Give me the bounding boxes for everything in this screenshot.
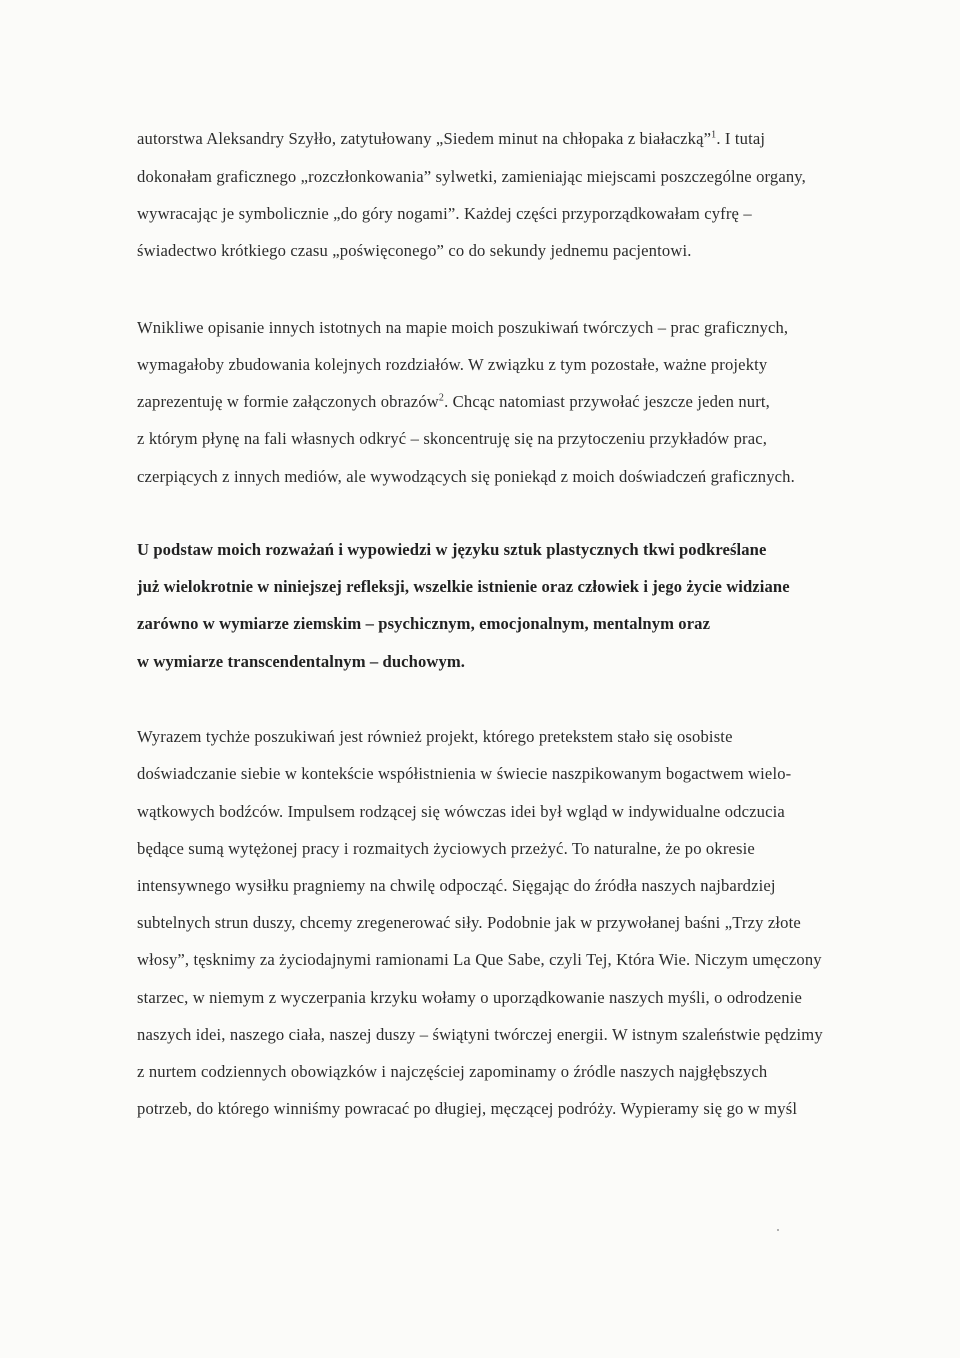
text-line: w wymiarze transcendentalnym – duchowym. xyxy=(137,652,466,671)
text-line: U podstaw moich rozważań i wypowiedzi w języku sztuk plastycznych tkwi podkreślane xyxy=(137,540,767,559)
text-line: zarówno w wymiarze ziemskim – psychicznym, emocjonalnym, mentalnym oraz xyxy=(137,614,711,633)
text-line: naszych idei, naszego ciała, naszej duszy – świątyni twórczej energii. W istnym szaleństwie pędzimy xyxy=(137,1025,823,1044)
text-line: wymagałoby zbudowania kolejnych rozdziałów. W związku z tym pozostałe, ważne projekty xyxy=(137,355,768,374)
text-line: już wielokrotnie w niniejszej refleksji, wszelkie istnienie oraz człowiek i jego życie widziane xyxy=(137,577,790,596)
text-span: . Chcąc natomiast przywołać jeszcze jeden nurt, xyxy=(444,392,770,411)
text-line: wątkowych bodźców. Impulsem rodzącej się wówczas idei był wgląd w indywidualne odczucia xyxy=(137,802,785,821)
text-line xyxy=(137,391,867,413)
text-line: z którym płynę na fali własnych odkryć – skoncentruję się na przytoczeniu przykładów prac, xyxy=(137,429,768,448)
text-line: wywracając je symbolicznie „do góry nogami”. Każdej części przyporządkowałam cyfrę – xyxy=(137,204,752,223)
text-line: potrzeb, do którego winniśmy powracać po długiej, męczącej podróży. Wypieramy się go w myśl xyxy=(137,1099,798,1118)
text-line: subtelnych strun duszy, chcemy zregenerować siły. Podobnie jak w przywołanej baśni „Trzy złote xyxy=(137,913,801,932)
scan-speck xyxy=(777,1229,779,1231)
text-span: zaprezentuję w formie załączonych obrazów xyxy=(137,392,439,411)
text-line: świadectwo krótkiego czasu „poświęconego” co do sekundy jednemu pacjentowi. xyxy=(137,241,692,260)
text-line: z nurtem codziennych obowiązków i najczęściej zapominamy o źródle naszych najgłębszych xyxy=(137,1062,768,1081)
text-line: starzec, w niemym z wyczerpania krzyku wołamy o uporządkowanie naszych myśli, o odrodzenie xyxy=(137,988,803,1007)
text-span: . I tutaj xyxy=(716,129,766,148)
text-line: dokonałam graficznego „rozczłonkowania” sylwetki, zamieniając miejscami poszczególne organy, xyxy=(137,167,806,186)
text-line: intensywnego wysiłku pragniemy na chwilę odpocząć. Sięgając do źródła naszych najbardziej xyxy=(137,876,776,895)
text-line: Wyrazem tychże poszukiwań jest również projekt, którego pretekstem stało się osobiste xyxy=(137,727,733,746)
text-line xyxy=(137,128,867,150)
text-line: będące sumą wytężonej pracy i rozmaitych życiowych przeżyć. To naturalne, że po okresie xyxy=(137,839,755,858)
text-line: doświadczanie siebie w kontekście współistnienia w świecie naszpikowanym bogactwem wielo- xyxy=(137,764,792,783)
text-span: autorstwa Aleksandry Szyłło, zatytułowany „Siedem minut na chłopaka z białaczką” xyxy=(137,129,712,148)
footnote-ref-2: 2 xyxy=(438,392,445,404)
text-line: włosy”, tęsknimy za życiodajnymi ramionami La Que Sabe, czyli Tej, Która Wie. Niczym umęczony xyxy=(137,950,822,969)
footnote-ref-1: 1 xyxy=(711,129,717,141)
text-line: Wnikliwe opisanie innych istotnych na mapie moich poszukiwań twórczych – prac graficznych, xyxy=(137,318,789,337)
text-line: czerpiących z innych mediów, ale wywodzących się poniekąd z moich doświadczeń graficznych. xyxy=(137,467,795,486)
